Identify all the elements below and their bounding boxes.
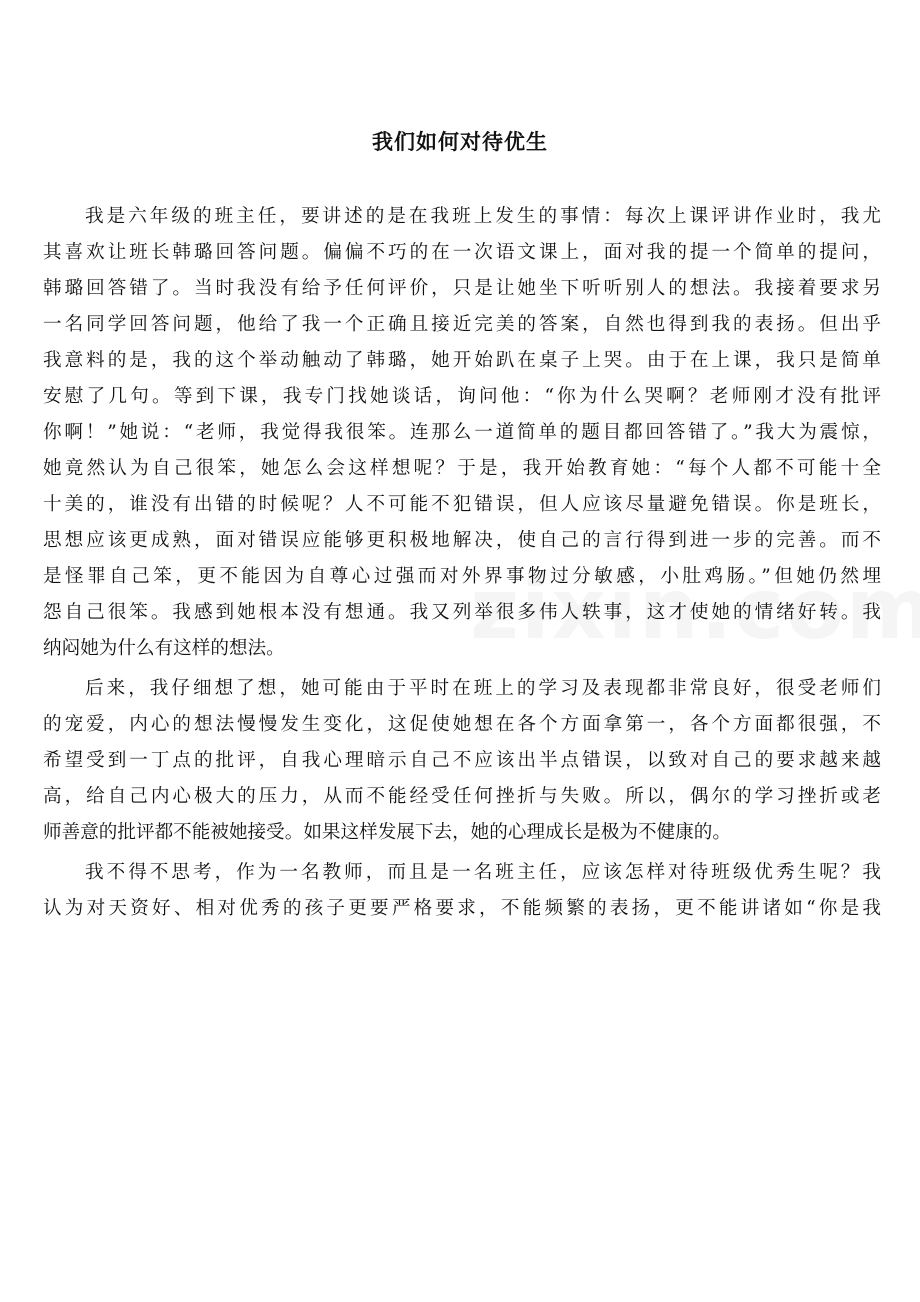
paragraph-line: 一名同学回答问题，他给了我一个正确且接近完美的答案，自然也得到我的表扬。但出乎 [43, 314, 881, 335]
paragraph-line: 怨自己很笨。我感到她根本没有想通。我又列举很多伟人轶事，这才使她的情绪好转。我 [43, 602, 881, 623]
paragraph-line: 我不得不思考，作为一名教师，而且是一名班主任，应该怎样对待班级优秀生呢？我 [85, 862, 881, 883]
paragraph-line: 高，给自己内心极大的压力，从而不能经受任何挫折与失败。所以，偶尔的学习挫折或老 [43, 786, 881, 807]
paragraph-line: 纳闷她为什么有这样的想法。 [43, 638, 285, 659]
paragraph-line: 希望受到一丁点的批评，自我心理暗示自己不应该出半点错误，以致对自己的要求越来越 [43, 750, 881, 771]
paragraph-line: 是怪罪自己笨，更不能因为自尊心过强而对外界事物过分敏感，小肚鸡肠。”但她仍然埋 [43, 566, 881, 587]
paragraph-line: 思想应该更成熟，面对错误应能够更积极地解决，使自己的言行得到进一步的完善。而不 [43, 530, 881, 551]
paragraph-2 [43, 671, 881, 851]
paragraph-line: 十美的，谁没有出错的时候呢？人不可能不犯错误，但人应该尽量避免错误。你是班长， [43, 494, 881, 515]
document-title: 我们如何对待优生 [372, 129, 548, 154]
paragraph-1 [43, 199, 881, 667]
paragraph-line: 后来，我仔细想了想，她可能由于平时在班上的学习及表现都非常良好，很受老师们 [85, 678, 881, 699]
paragraph-line: 其喜欢让班长韩璐回答问题。偏偏不巧的在一次语文课上，面对我的提一个简单的提问， [43, 242, 881, 263]
paragraph-line: 韩璐回答错了。当时我没有给予任何评价，只是让她坐下听听别人的想法。我接着要求另 [43, 278, 881, 299]
paragraph-line: 我是六年级的班主任，要讲述的是在我班上发生的事情：每次上课评讲作业时，我尤 [85, 206, 881, 227]
paragraph-line: 的宠爱，内心的想法慢慢发生变化，这促使她想在各个方面拿第一，各个方面都很强，不 [43, 714, 881, 735]
paragraph-line: 你啊！”她说：“老师，我觉得我很笨。连那么一道简单的题目都回答错了。”我大为震惊， [43, 422, 881, 443]
paragraph-line: 师善意的批评都不能被她接受。如果这样发展下去，她的心理成长是极为不健康的。 [43, 822, 731, 843]
paragraph-line: 安慰了几句。等到下课，我专门找她谈话，询问他：“你为什么哭啊？老师刚才没有批评 [43, 386, 881, 407]
paragraph-line: 认为对天资好、相对优秀的孩子更要严格要求，不能频繁的表扬，更不能讲诸如“你是我 [43, 898, 881, 919]
paragraph-line: 她竟然认为自己很笨，她怎么会这样想呢？于是，我开始教育她：“每个人都不可能十全 [43, 458, 881, 479]
paragraph-line: 我意料的是，我的这个举动触动了韩璐，她开始趴在桌子上哭。由于在上课，我只是简单 [43, 350, 881, 371]
paragraph-3 [43, 855, 881, 927]
document-body [43, 199, 881, 927]
